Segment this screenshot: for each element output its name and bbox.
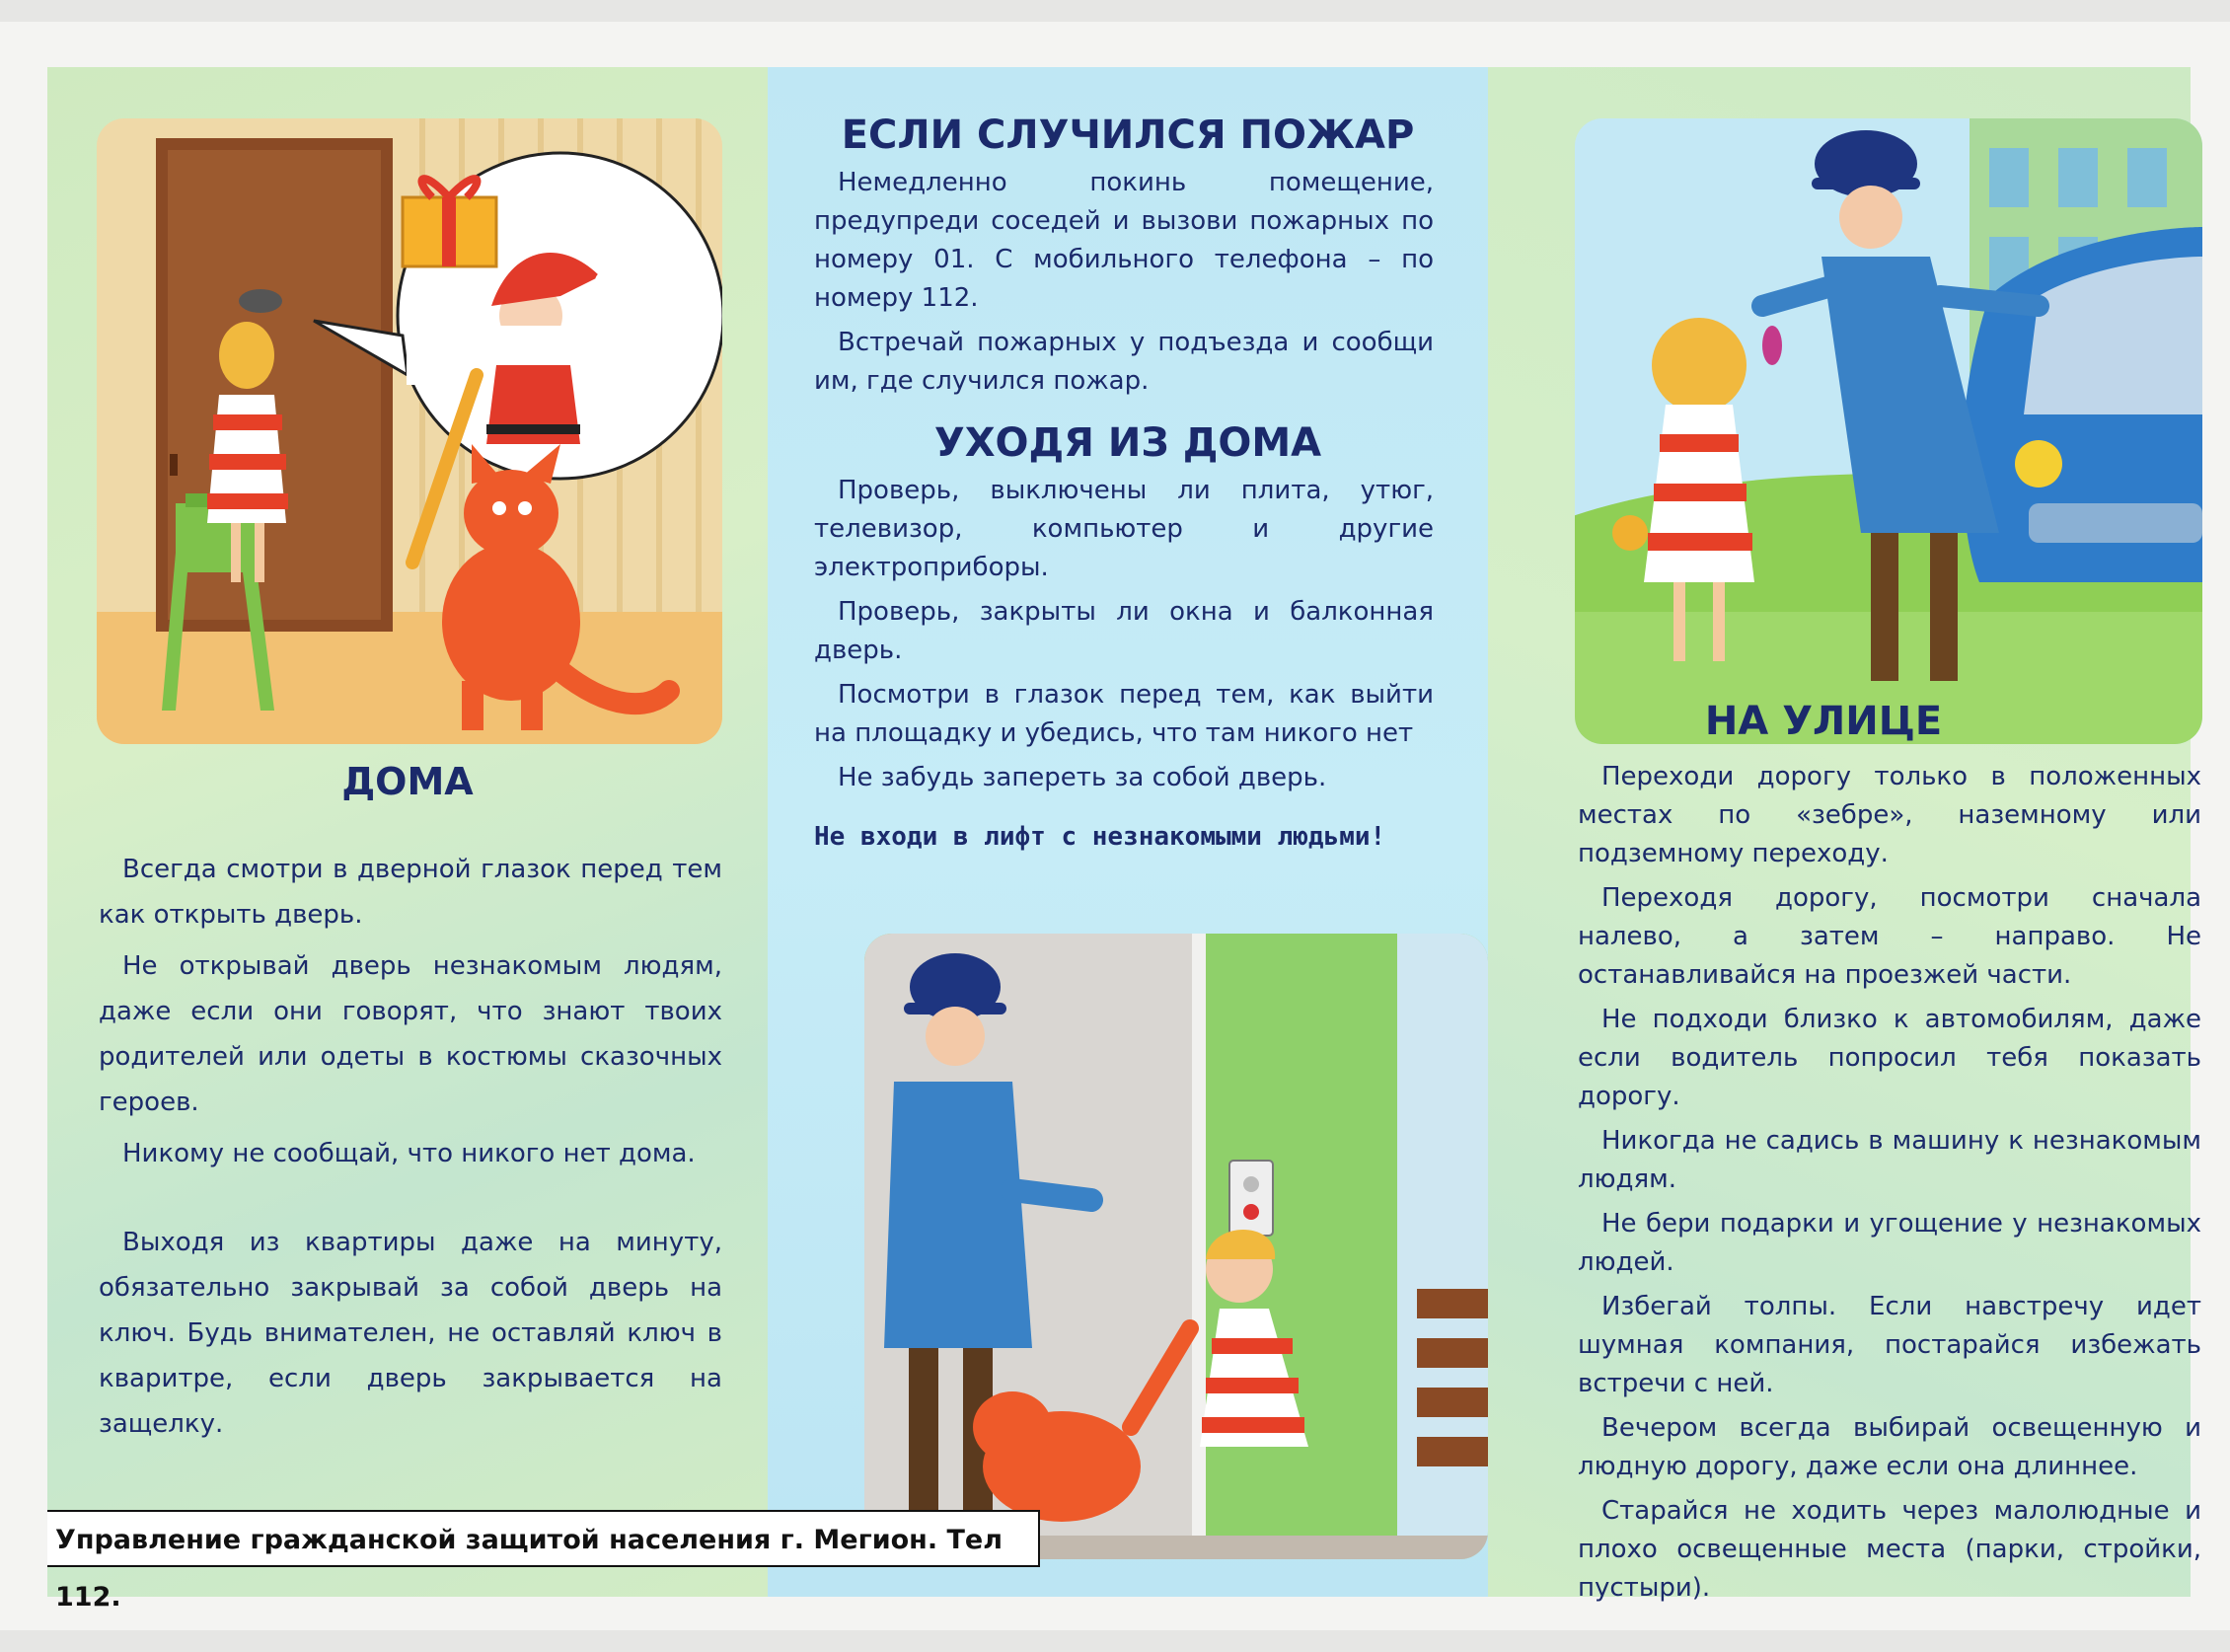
leaving-paragraph: Проверь, выключены ли плита, утюг, телевизор, компьютер и другие электроприборы. xyxy=(814,476,1434,582)
home-paragraph: Всегда смотри в дверной глазок перед тем как открыть дверь. xyxy=(99,855,722,930)
street-paragraph: Вечером всегда выбирай освещенную и людную дорогу, даже если она длиннее. xyxy=(1578,1413,2201,1481)
street-paragraph: Избегай толпы. Если навстречу идет шумная компания, постарайся избежать встречи с ней. xyxy=(1578,1292,2201,1398)
home-text xyxy=(99,847,722,1453)
elevator-warning: Не входи в лифт с незнакомыми людьми! xyxy=(814,822,1386,852)
scan-top-edge xyxy=(0,0,2230,22)
street-text xyxy=(1578,758,2201,1614)
illustration-girl-at-door xyxy=(97,118,722,744)
leaving-heading: УХОДЯ ИЗ ДОМА xyxy=(933,420,1322,466)
home-paragraph: Выходя из квартиры даже на минуту, обязательно закрывай за собой дверь на ключ. Будь внимателен, не оставляй ключ в кваритре, если дверь закрывается на защелку. xyxy=(99,1228,722,1439)
street-paragraph: Старайся не ходить через малолюдные и плохо освещенные места (парки, стройки, пустыри). xyxy=(1578,1496,2201,1603)
street-paragraph: Переходя дорогу, посмотри сначала налево, а затем – направо. Не останавливайся на проезжей части. xyxy=(1578,883,2201,990)
leaflet-sheet xyxy=(47,67,2201,1613)
leaving-text xyxy=(814,472,1434,803)
street-paragraph: Не подходи близко к автомобилям, даже если водитель попросил тебя показать дорогу. xyxy=(1578,1005,2201,1111)
street-paragraph: Переходи дорогу только в положенных местах по «зебре», наземному или подземному переходу. xyxy=(1578,762,2201,868)
fire-text xyxy=(814,164,1434,407)
fire-paragraph: Встречай пожарных у подъезда и сообщи им, где случился пожар. xyxy=(814,328,1434,396)
illustration-elevator xyxy=(864,934,1488,1559)
street-paragraph: Никогда не садись в машину к незнакомым людям. xyxy=(1578,1126,2201,1194)
fire-heading: ЕСЛИ СЛУЧИЛСЯ ПОЖАР xyxy=(841,113,1415,158)
column-street xyxy=(1488,67,2201,1603)
footer-contact: Управление гражданской защитой населения г. Мегион. Тел 112. xyxy=(47,1510,1040,1567)
home-paragraph: Никому не сообщай, что никого нет дома. xyxy=(122,1139,696,1168)
street-heading: НА УЛИЦЕ xyxy=(1704,699,1943,744)
leaving-paragraph: Не забудь запереть за собой дверь. xyxy=(838,763,1327,792)
column-home xyxy=(47,67,768,1597)
home-paragraph: Не открывай дверь незнакомым людям, даже если они говорят, что знают твоих родителей или одеты в костюмы сказочных героев. xyxy=(99,951,722,1117)
column-fire-leaving xyxy=(768,67,1488,1597)
leaving-paragraph: Посмотри в глазок перед тем, как выйти на площадку и убедись, что там никого нет xyxy=(814,680,1434,748)
home-heading: ДОМА xyxy=(341,760,474,803)
street-paragraph: Не бери подарки и угощение у незнакомых людей. xyxy=(1578,1209,2201,1277)
fire-paragraph: Немедленно покинь помещение, предупреди соседей и вызови пожарных по номеру 01. С мобильного телефона – по номеру 112. xyxy=(814,168,1434,313)
scan-bottom-edge xyxy=(0,1630,2230,1652)
leaving-paragraph: Проверь, закрыты ли окна и балконная дверь. xyxy=(814,597,1434,665)
illustration-stranger-car xyxy=(1575,118,2202,744)
